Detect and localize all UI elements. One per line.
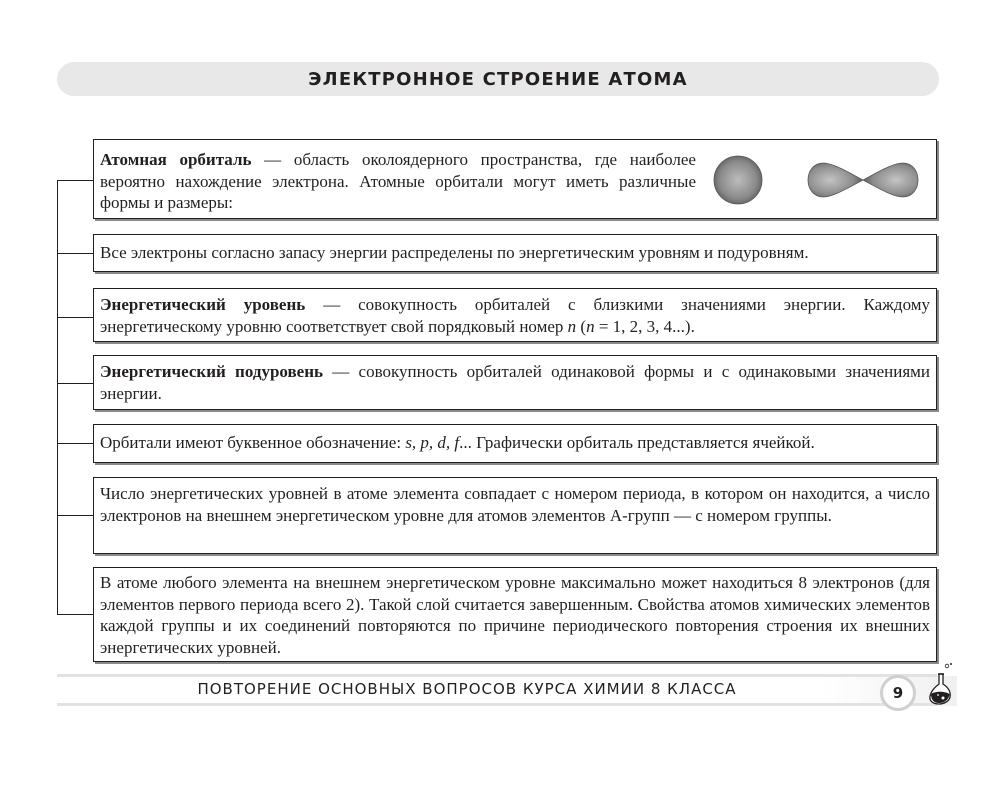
p-orbital-icon bbox=[808, 163, 918, 197]
tree-connector-branch bbox=[57, 253, 93, 254]
page-number: 9 bbox=[880, 675, 916, 711]
s-orbital-icon bbox=[714, 156, 762, 204]
info-text: Число энергетических уровней в атоме элемента совпадает с номером периода, в котором он находится, а число электронов на внешнем энергетическом уровне для атомов элементов А-групп — с номером группы. bbox=[100, 484, 930, 525]
formula-open: ( bbox=[576, 316, 587, 336]
tree-connector-branch bbox=[57, 383, 93, 384]
footer-divider-top bbox=[57, 674, 937, 677]
info-text-after: ... Графически орбиталь представляется ячейкой. bbox=[459, 433, 815, 452]
info-text-before: Орбитали имеют буквенное обозначение: bbox=[100, 433, 406, 452]
info-text: В атоме любого элемента на внешнем энергетическом уровне максимально может находиться 8 электронов (для элементов первого периода всего 2). Такой слой считается завершенным. Свойства атомов химических элементов каждой группы и их соединений повторяются по причине периодического повторения строения их внешних энергетических уровней. bbox=[100, 573, 930, 657]
formula-values: = 1, 2, 3, 4...). bbox=[594, 316, 695, 336]
tree-connector-branch bbox=[57, 443, 93, 444]
tree-connector-vertical bbox=[57, 180, 58, 614]
term-atomic-orbital: Атомная орбиталь bbox=[100, 150, 252, 169]
term-energy-level: Энергетический уровень bbox=[100, 295, 306, 314]
flask-icon bbox=[925, 662, 955, 707]
definition-text: — совокупность орбиталей с близкими значениями энергии. Каждому энергетическому уровню соответствует свой порядковый номер bbox=[100, 295, 931, 336]
definition-text: — область околоядерного пространства, где наиболее вероятно нахождение электрона. Атомные орбитали могут иметь различные формы и размеры: bbox=[100, 150, 696, 212]
tree-connector-branch bbox=[57, 180, 93, 181]
info-box-energy-distribution bbox=[93, 234, 937, 272]
footer-section-title: ПОВТОРЕНИЕ ОСНОВНЫХ ВОПРОСОВ КУРСА ХИМИИ 8 КЛАССА bbox=[197, 680, 737, 698]
page-title-bar bbox=[57, 62, 939, 96]
variable-n: n bbox=[567, 316, 577, 336]
page-title: ЭЛЕКТРОННОЕ СТРОЕНИЕ АТОМА bbox=[308, 68, 688, 90]
definition-box-energy-level bbox=[93, 288, 937, 342]
tree-connector-branch bbox=[57, 317, 93, 318]
orbital-letters: s, p, d, f bbox=[405, 433, 460, 452]
variable-n: n bbox=[586, 316, 595, 336]
definition-box-atomic-orbital bbox=[93, 139, 937, 219]
info-text: Все электроны согласно запасу энергии распределены по энергетическим уровням и подуровням. bbox=[100, 243, 809, 262]
footer-divider-bottom bbox=[57, 703, 937, 706]
term-energy-sublevel: Энергетический подуровень bbox=[100, 362, 323, 381]
definition-box-energy-sublevel bbox=[93, 355, 937, 410]
info-box-orbital-notation bbox=[93, 424, 937, 463]
tree-connector-branch bbox=[57, 614, 93, 615]
info-box-outer-level bbox=[93, 567, 937, 662]
orbital-shapes-illustration bbox=[708, 150, 928, 210]
tree-connector-branch bbox=[57, 515, 93, 516]
definition-text: — совокупность орбиталей одинаковой формы и с одинаковыми значениями энергии. bbox=[100, 362, 931, 403]
info-box-levels-period bbox=[93, 477, 937, 554]
